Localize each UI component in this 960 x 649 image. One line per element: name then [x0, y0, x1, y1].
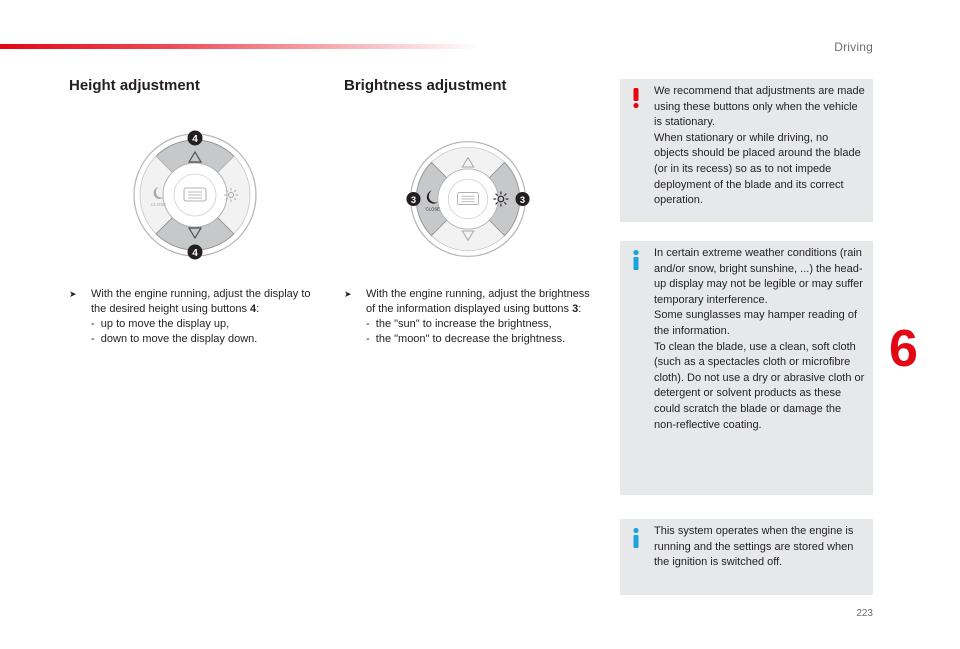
info-icon	[629, 249, 643, 271]
chapter-number: 6	[889, 320, 918, 378]
warning-icon	[629, 87, 643, 109]
svg-text:4: 4	[192, 248, 198, 259]
list-item: - the "sun" to increase the brightness,	[366, 318, 552, 330]
warning-note	[620, 79, 873, 222]
info-note	[620, 241, 873, 495]
section-title: Driving	[834, 40, 873, 54]
close-label: CLOSE	[151, 202, 167, 207]
list-item: - down to move the display down.	[91, 333, 258, 345]
warning-note-text: We recommend that adjustments are made using these buttons only when the vehicle is stationary. When stationary or while driving, no objects should be placed around the blade (or in its recess) so as to not impede deployment of the blade and its correct operation.	[654, 85, 865, 207]
bullet-arrow-icon: ➤	[344, 289, 352, 299]
header-accent-bar	[0, 44, 480, 49]
info-note-system	[620, 519, 873, 595]
info-icon	[629, 527, 643, 549]
svg-text:3: 3	[519, 193, 526, 205]
page-number: 223	[856, 608, 873, 619]
list-item: - up to move the display up,	[91, 318, 230, 330]
info-note-system-text: This system operates when the engine is running and the settings are stored when the ignition is switched off.	[654, 525, 854, 569]
list-item: - the "moon" to decrease the brightness.	[366, 333, 566, 345]
close-label: CLOSE	[425, 206, 440, 212]
svg-text:4: 4	[192, 134, 198, 145]
brightness-instructions: ➤ With the engine running, adjust the brightness of the information displayed using buttons 3: - the "sun" to increase the brightness, - the "moon" to decrease the brightness.	[344, 287, 599, 347]
svg-text:3: 3	[410, 193, 417, 205]
info-note-text: In certain extreme weather conditions (rain and/or snow, bright sunshine, ...) the head-up display may not be legible or may suffer temporary interference. Some sunglasses may hamper reading of the information. To clean the blade, use a clean, soft cloth (such as a spectacles cloth or microfibre cloth). Do not use a dry or abrasive cloth or detergent or solvent products as these could scratch the blade or damage the non-reflective coating.	[654, 247, 865, 431]
height-instructions: ➤ With the engine running, adjust the display to the desired height using buttons 4: - up to move the display up, - down to move the display down.	[69, 287, 324, 347]
brightness-buttons-diagram	[405, 132, 531, 266]
bullet-arrow-icon: ➤	[69, 289, 77, 299]
brightness-adjustment-heading: Brightness adjustment	[344, 77, 507, 94]
height-adjustment-heading: Height adjustment	[69, 77, 200, 94]
height-buttons-diagram	[133, 128, 259, 262]
